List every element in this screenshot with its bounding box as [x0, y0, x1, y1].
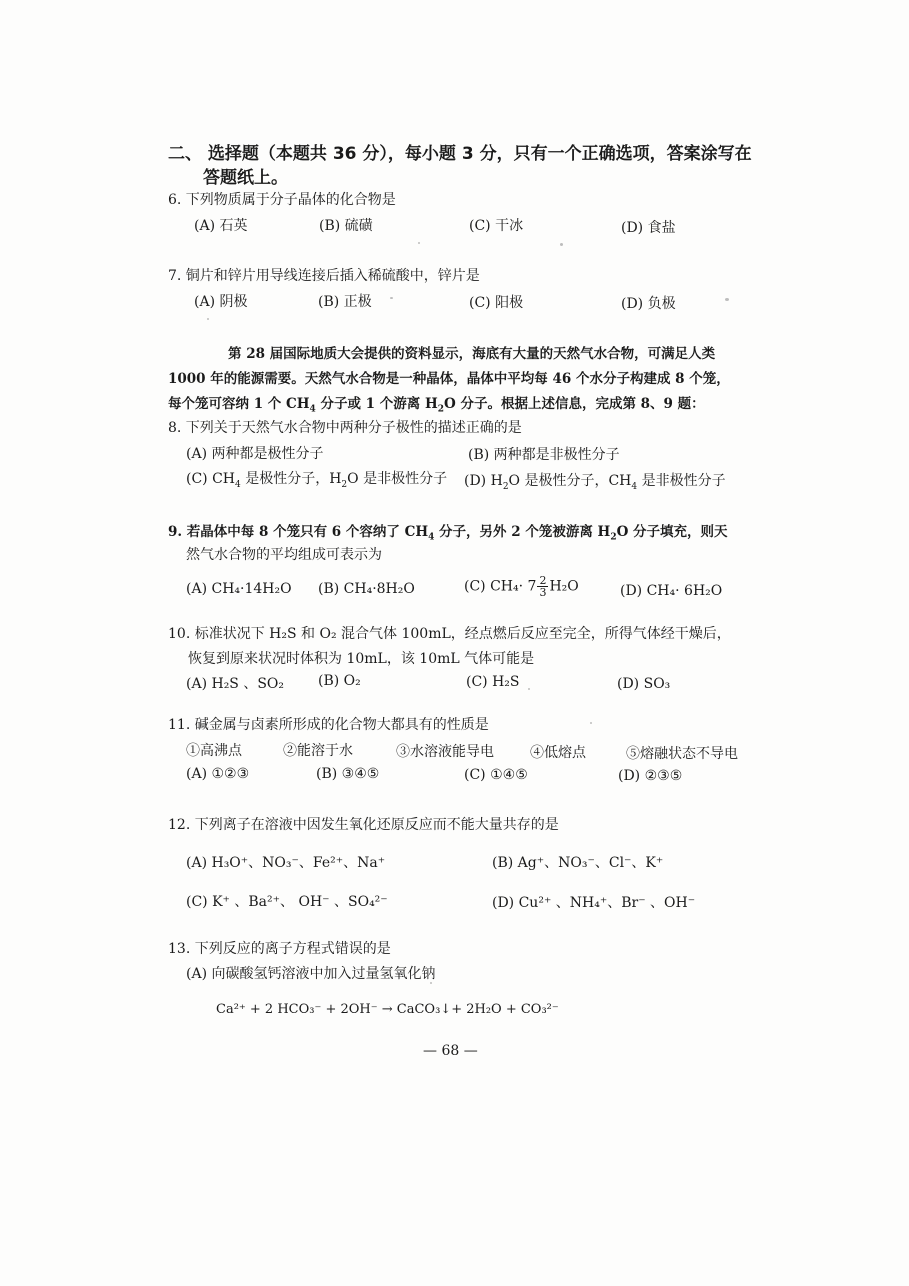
q9-option-a: (A) CH₄·14H₂O	[186, 581, 292, 597]
question-11-stem: 11. 碱金属与卤素所形成的化合物大都具有的性质是	[168, 717, 489, 733]
passage-line1: 第 28 届国际地质大会提供的资料显示，海底有大量的天然气水合物，可满足人类	[228, 346, 716, 362]
q12-option-d: (D) Cu²⁺ 、NH₄⁺、Br⁻ 、OH⁻	[492, 895, 696, 911]
scan-speck	[725, 298, 729, 301]
q12-option-b: (B) Ag⁺、NO₃⁻、Cl⁻、K⁺	[492, 855, 664, 871]
q6-option-b: (B) 硫磺	[319, 218, 373, 234]
q6-option-a: (A) 石英	[194, 218, 248, 234]
q8-option-a: (A) 两种都是极性分子	[186, 446, 324, 462]
fraction: $\frac{2}{3}$	[539, 574, 547, 599]
q11-property-4: ④低熔点	[530, 745, 586, 761]
q11-option-d: (D) ②③⑤	[618, 768, 683, 784]
q8-option-c: (C) $CH_4$ 是极性分子，$H_2O$ 是非极性分子	[186, 471, 448, 490]
q11-property-5: ⑤熔融状态不导电	[626, 746, 738, 762]
q10-option-a: (A) H₂S 、SO₂	[186, 676, 285, 692]
question-9-stem-line1: 9. 若晶体中每 8 个笼只有 6 个容纳了 $CH_4$ 分子，另外 2 个笼被游离 $H_2O$ 分子填充，则天	[168, 524, 728, 543]
section-header-line1: 二、 选择题（本题共 36 分），每小题 3 分，只有一个正确选项，答案涂写在	[168, 144, 752, 164]
question-6-stem: 6. 下列物质属于分子晶体的化合物是	[168, 192, 396, 208]
q10-option-c: (C) H₂S	[466, 674, 520, 690]
question-13-stem: 13. 下列反应的离子方程式错误的是	[168, 941, 391, 957]
q11-option-a: (A) ①②③	[186, 766, 250, 782]
q8-option-b: (B) 两种都是非极性分子	[468, 447, 620, 463]
question-10-stem-line2: 恢复到原来状况时体积为 10mL，该 10mL 气体可能是	[188, 651, 535, 667]
question-9-stem-line2: 然气水合物的平均组成可表示为	[186, 547, 382, 563]
q6-option-d: (D) 食盐	[621, 220, 676, 236]
page-number: — 68 —	[423, 1043, 478, 1059]
q11-property-3: ③水溶液能导电	[396, 744, 494, 760]
passage-line2: 1000 年的能源需要。天然气水合物是一种晶体，晶体中平均每 46 个水分子构建成 8 个笼，	[168, 371, 730, 387]
scan-speck	[418, 242, 420, 244]
scan-speck	[528, 688, 530, 690]
q7-option-b: (B) 正极	[318, 294, 372, 310]
q13-equation: Ca²⁺ + 2 HCO₃⁻ + 2OH⁻ → CaCO₃↓+ 2H₂O + CO₃²⁻	[216, 1002, 559, 1017]
q8-option-d: (D) $H_2O$ 是极性分子，$CH_4$ 是非极性分子	[464, 473, 726, 492]
q9-option-d: (D) CH₄· 6H₂O	[620, 583, 723, 599]
q13-option-a: (A) 向碳酸氢钙溶液中加入过量氢氧化钠	[186, 966, 436, 982]
section-header-line2: 答题纸上。	[203, 168, 288, 188]
q10-option-b: (B) O₂	[318, 673, 361, 689]
q11-option-c: (C) ①④⑤	[464, 767, 528, 783]
question-12-stem: 12. 下列离子在溶液中因发生氧化还原反应而不能大量共存的是	[168, 817, 559, 833]
question-10-stem-line1: 10. 标准状况下 H₂S 和 O₂ 混合气体 100mL，经点燃后反应至完全，所得气体经干燥后，	[168, 626, 731, 642]
q7-option-c: (C) 阳极	[469, 295, 524, 311]
q11-option-b: (B) ③④⑤	[316, 766, 380, 782]
question-8-stem: 8. 下列关于天然气水合物中两种分子极性的描述正确的是	[168, 420, 522, 436]
q11-property-1: ①高沸点	[186, 743, 242, 759]
scan-speck	[560, 243, 563, 246]
q12-option-c: (C) K⁺ 、Ba²⁺、 OH⁻ 、SO₄²⁻	[186, 894, 388, 910]
scan-speck	[590, 722, 592, 724]
q7-option-d: (D) 负极	[621, 296, 676, 312]
q9-option-b: (B) CH₄·8H₂O	[318, 581, 415, 597]
scan-speck	[207, 318, 209, 320]
q10-option-d: (D) SO₃	[617, 676, 671, 692]
q7-option-a: (A) 阴极	[194, 294, 248, 310]
q9-option-c: (C) CH₄· 7 $\frac{2}{3}$ H₂O	[464, 574, 579, 599]
q11-property-2: ②能溶于水	[283, 743, 353, 759]
q12-option-a: (A) H₃O⁺、NO₃⁻、Fe²⁺、Na⁺	[186, 855, 386, 871]
passage-line3: 每个笼可容纳 1 个 $CH_4$ 分子或 1 个游离 $H_2O$ 分子。根据上述信息，完成第 8、9 题：	[168, 396, 705, 415]
scan-speck	[390, 297, 393, 299]
question-7-stem: 7. 铜片和锌片用导线连接后插入稀硫酸中，锌片是	[168, 268, 480, 284]
q6-option-c: (C) 干冰	[469, 218, 524, 234]
